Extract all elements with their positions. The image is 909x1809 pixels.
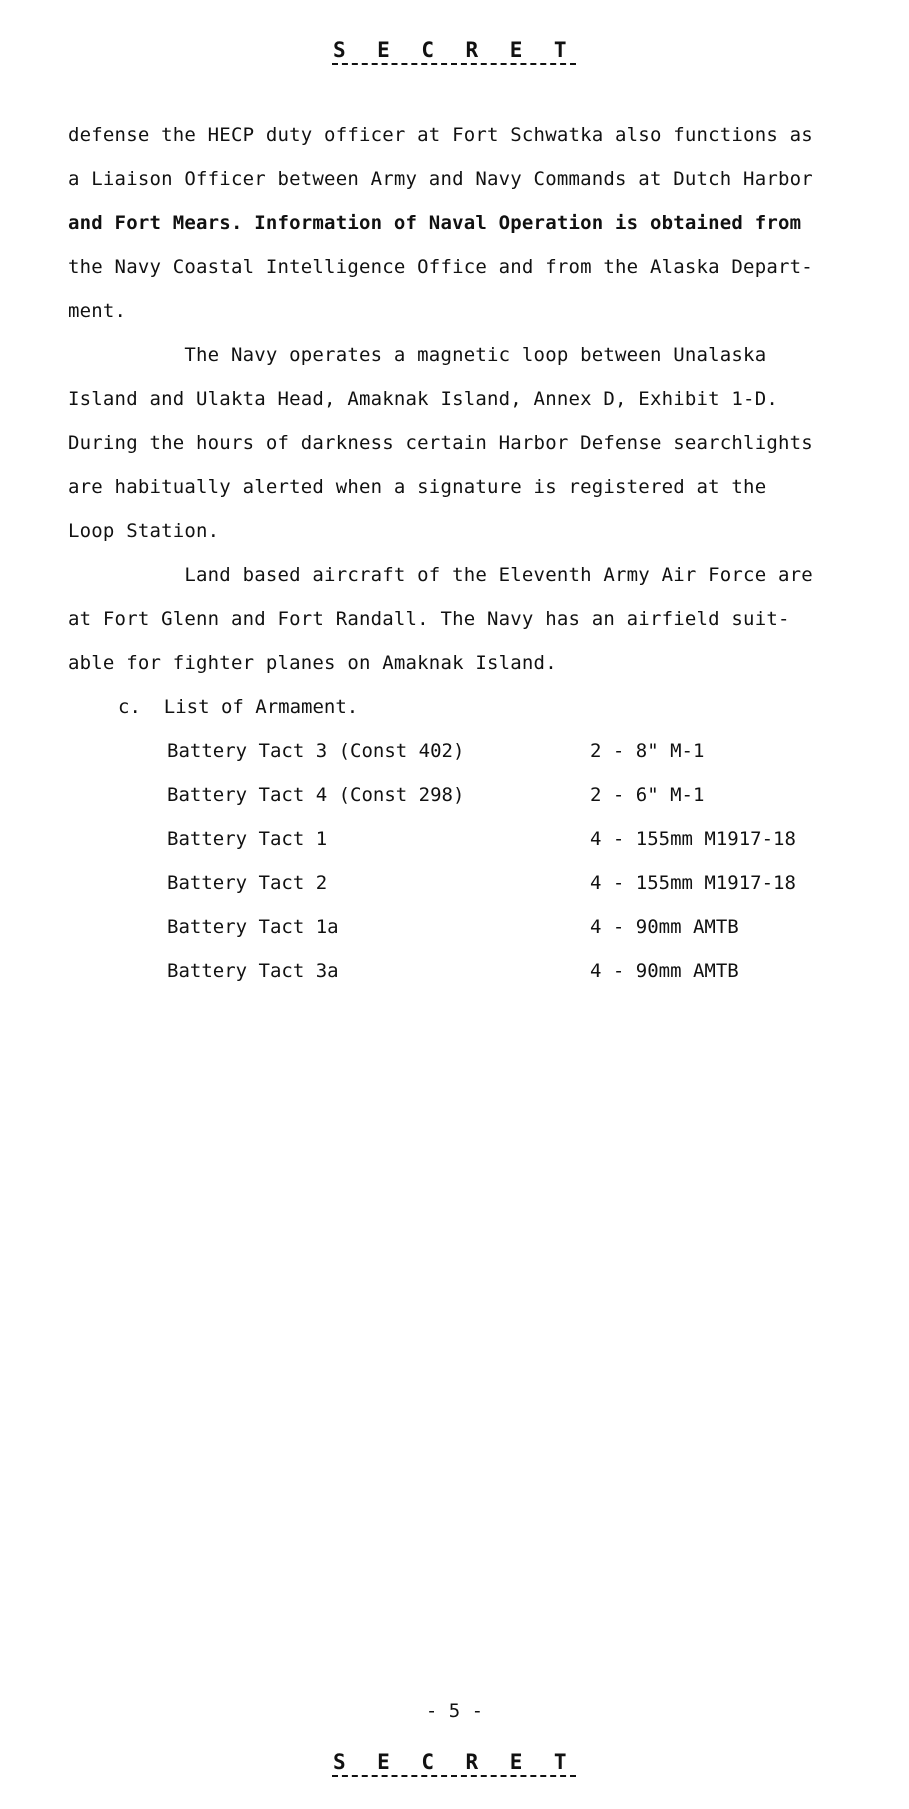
battery-name: Battery Tact 3a	[167, 960, 339, 982]
body-line-10: Loop Station.	[68, 520, 220, 542]
classification-footer: S E C R E T	[332, 1750, 577, 1774]
armament-heading: c. List of Armament.	[118, 696, 359, 718]
body-line-1: defense the HECP duty officer at Fort Schwatka also functions as	[68, 124, 813, 146]
body-line-11: Land based aircraft of the Eleventh Army Air Force are	[68, 564, 813, 586]
battery-name: Battery Tact 1	[167, 828, 328, 850]
battery-spec: 4 - 155mm M1917-18	[590, 828, 796, 850]
body-line-2: a Liaison Officer between Army and Navy Commands at Dutch Harbor	[68, 168, 813, 190]
body-line-13: able for fighter planes on Amaknak Island.	[68, 652, 557, 674]
battery-name: Battery Tact 3 (Const 402)	[167, 740, 465, 762]
body-line-3: and Fort Mears. Information of Naval Operation is obtained from	[68, 212, 802, 234]
battery-spec: 2 - 6" M-1	[590, 784, 705, 806]
battery-spec: 2 - 8" M-1	[590, 740, 705, 762]
battery-name: Battery Tact 4 (Const 298)	[167, 784, 465, 806]
body-line-7: Island and Ulakta Head, Amaknak Island, Annex D, Exhibit 1-D.	[68, 388, 778, 410]
classification-header: S E C R E T	[332, 38, 577, 62]
battery-spec: 4 - 90mm AMTB	[590, 916, 739, 938]
battery-name: Battery Tact 1a	[167, 916, 339, 938]
battery-name: Battery Tact 2	[167, 872, 328, 894]
body-line-6: The Navy operates a magnetic loop between Unalaska	[68, 344, 767, 366]
body-line-12: at Fort Glenn and Fort Randall. The Navy has an airfield suit-	[68, 608, 790, 630]
body-line-9: are habitually alerted when a signature is registered at the	[68, 476, 767, 498]
battery-spec: 4 - 155mm M1917-18	[590, 872, 796, 894]
body-line-8: During the hours of darkness certain Harbor Defense searchlights	[68, 432, 813, 454]
body-line-4: the Navy Coastal Intelligence Office and from the Alaska Depart-	[68, 256, 813, 278]
battery-spec: 4 - 90mm AMTB	[590, 960, 739, 982]
body-line-5: ment.	[68, 300, 127, 322]
page-number: - 5 -	[425, 1700, 484, 1722]
